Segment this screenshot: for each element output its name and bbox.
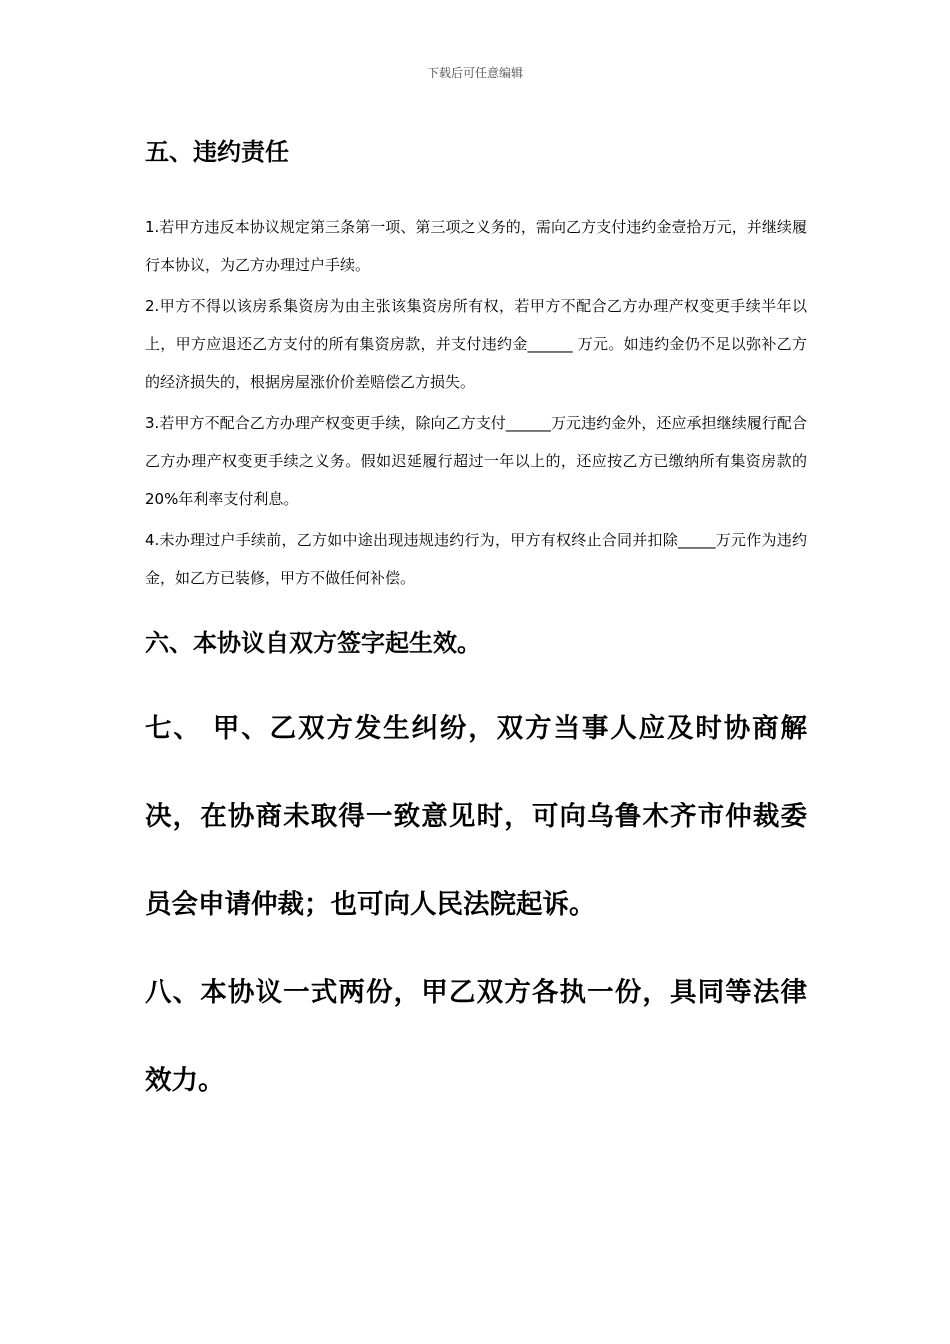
- section-heading-effective: 六、本协议自双方签字起生效。: [145, 629, 481, 657]
- clause-2: 2.甲方不得以该房系集资房为由主张该集资房所有权，若甲方不配合乙方办理产权变更手续半年以上，甲方应退还乙方支付的所有集资房款，并支付违约金______ 万元。如违约金仍不足以弥补乙方的经济损失的，根据房屋涨价价差赔偿乙方损失。: [145, 297, 807, 391]
- section-copies: 八、本协议一式两份，甲乙双方各执一份，具同等法律效力。: [145, 977, 807, 1096]
- page-header: 下载后可任意编辑: [426, 66, 523, 80]
- document-body: [145, 128, 807, 1125]
- clause-1: 1.若甲方违反本协议规定第三条第一项、第三项之义务的，需向乙方支付违约金壹拾万元，并继续履行本协议，为乙方办理过户手续。: [145, 218, 807, 274]
- section-heading-breach-liability: 五、违约责任: [145, 138, 289, 166]
- clause-3: 3.若甲方不配合乙方办理产权变更手续，除向乙方支付______万元违约金外，还应承担继续履行配合乙方办理产权变更手续之义务。假如迟延履行超过一年以上的，还应按乙方已缴纳所有集资房款的 20%年利率支付利息。: [145, 414, 807, 508]
- section-dispute-resolution: 七、 甲、乙双方发生纠纷，双方当事人应及时协商解决，在协商未取得一致意见时，可向乌鲁木齐市仲裁委员会申请仲裁；也可向人民法院起诉。: [145, 713, 807, 920]
- clause-4: 4.未办理过户手续前，乙方如中途出现违规违约行为，甲方有权终止合同并扣除_____万元作为违约金，如乙方已装修，甲方不做任何补偿。: [145, 531, 807, 587]
